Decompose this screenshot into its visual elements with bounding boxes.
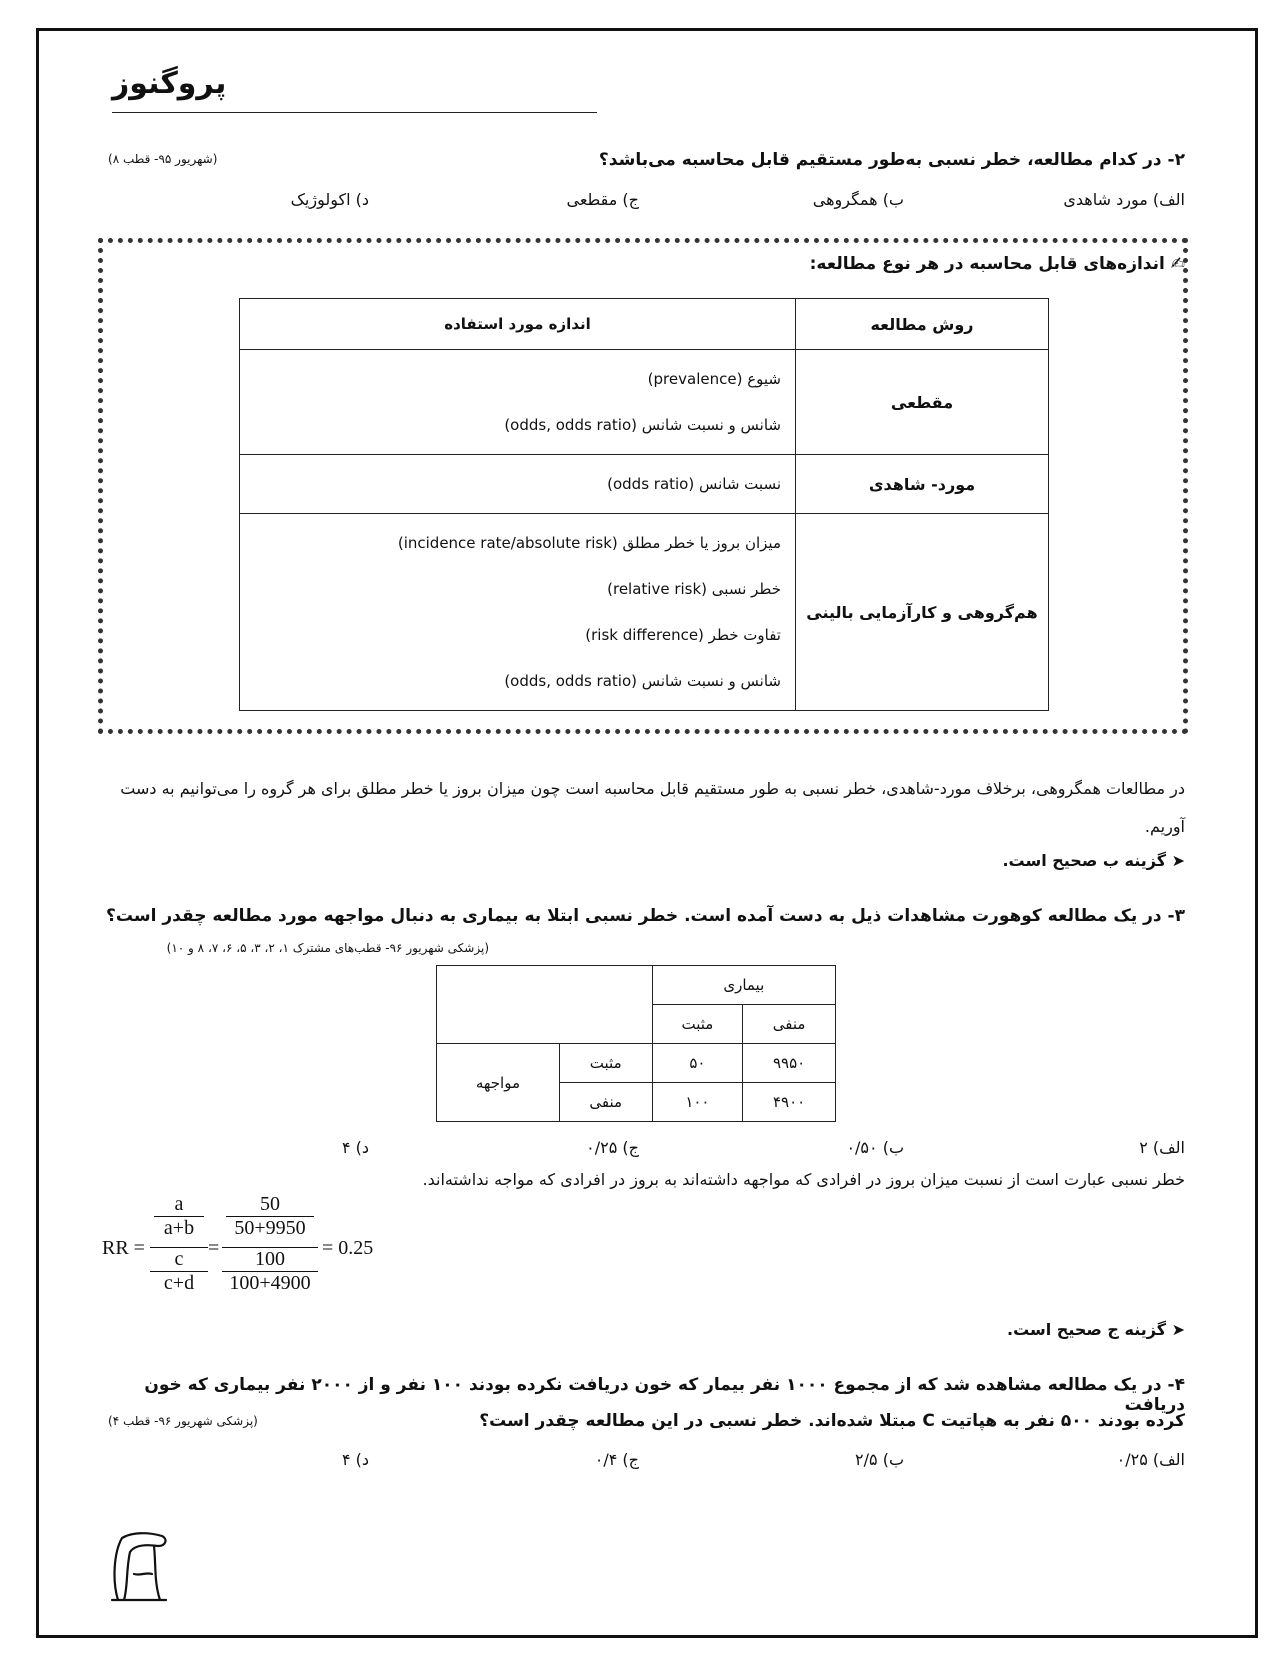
formula-c-plus-d: c+d — [150, 1271, 208, 1295]
formula-n2: 100 — [255, 1248, 285, 1270]
formula-c: c — [174, 1248, 184, 1270]
table-row — [240, 514, 1049, 711]
q4-option-b: ب) ۲/۵ — [855, 1450, 904, 1469]
measure-cell: شانس و نسبت شانس (odds, odds ratio) — [504, 416, 781, 434]
formula-d2: 100+4900 — [222, 1271, 318, 1295]
logo-underline — [112, 112, 597, 113]
positive-header: مثبت — [652, 1005, 743, 1044]
q2-option-d: د) اکولوژیک — [290, 190, 369, 209]
formula-result: = 0.25 — [322, 1237, 374, 1259]
formula-a: a — [174, 1193, 184, 1215]
measure-cell: شانس و نسبت شانس (odds, odds ratio) — [504, 672, 781, 690]
formula-d1: 50+9950 — [226, 1216, 314, 1240]
measure-cell: شیوع (prevalence) — [647, 370, 781, 388]
blank-corner — [437, 966, 653, 1044]
measure-cell: خطر نسبی (relative risk) — [607, 580, 781, 598]
formula-n1: 50 — [260, 1193, 280, 1215]
q4-source: (پزشکی شهریور ۹۶- قطب ۴) — [108, 1414, 258, 1428]
q2-option-a: الف) مورد شاهدی — [1063, 190, 1185, 209]
q2-option-b: ب) همگروهی — [812, 190, 904, 209]
q2-question: ۲- در کدام مطالعه، خطر نسبی به‌طور مستقیم قابل محاسبه می‌باشد؟ — [598, 150, 1185, 170]
q3-answer: ➤ گزینه ج صحیح است. — [1006, 1320, 1185, 1339]
cell-neg: ۹۹۵۰ — [743, 1044, 836, 1083]
table-row — [240, 455, 1049, 514]
exposure-label: مواجهه — [437, 1044, 560, 1122]
q4-question-line2: کرده بودند ۵۰۰ نفر به هپاتیت C مبتلا شده‌اند. خطر نسبی در این مطالعه چقدر است؟ — [479, 1411, 1185, 1431]
study-measures-table — [239, 298, 1049, 711]
q3-option-a: الف) ۲ — [1139, 1138, 1185, 1157]
formula-lhs: RR = — [102, 1237, 145, 1259]
q4-option-c: ج) ۰/۴ — [594, 1450, 639, 1469]
disease-header: بیماری — [652, 966, 835, 1005]
method-cell: مورد- شاهدی — [796, 455, 1049, 514]
q3-option-d: د) ۴ — [341, 1138, 369, 1157]
q4-option-d: د) ۴ — [341, 1450, 369, 1469]
method-cell: مقطعی — [796, 350, 1049, 455]
q3-question: ۳- در یک مطالعه کوهورت مشاهدات ذیل به دست آمده است. خطر نسبی ابتلا به بیماری به دنبال مواجهه مورد مطالعه چقدر است؟ — [106, 906, 1185, 926]
cell-pos: ۱۰۰ — [652, 1083, 743, 1122]
row-label: منفی — [559, 1083, 652, 1122]
measure-cell: نسبت شانس (odds ratio) — [607, 475, 781, 493]
formula-eq: = — [208, 1237, 220, 1259]
formula-a-plus-b: a+b — [154, 1216, 204, 1240]
logo: پروگنوز — [112, 66, 227, 101]
cohort-table — [436, 965, 836, 1122]
q4-question-line1: ۴- در یک مطالعه مشاهده شد که از مجموع ۱۰۰۰ نفر بیمار که خون دریافت نکرده بودند ۱۰۰ نفر و از ۲۰۰۰ نفر بیماری که خون دریافت — [144, 1375, 1185, 1415]
signature-mark — [104, 1530, 174, 1606]
note-box-title: ✍ اندازه‌های قابل محاسبه در هر نوع مطالعه: — [809, 254, 1185, 274]
q2-answer: ➤ گزینه ب صحیح است. — [1002, 851, 1185, 870]
method-header: روش مطالعه — [796, 299, 1049, 350]
measure-cell: تفاوت خطر (risk difference) — [585, 626, 781, 644]
method-cell: هم‌گروهی و کارآزمایی بالینی — [796, 514, 1049, 711]
measure-header: اندازه مورد استفاده — [240, 299, 796, 350]
rr-formula — [102, 1193, 402, 1305]
table-row — [437, 1044, 836, 1083]
negative-header: منفی — [743, 1005, 836, 1044]
q3-option-b: ب) ۰/۵۰ — [846, 1138, 904, 1157]
q3-explanation: خطر نسبی عبارت است از نسبت میزان بروز در افرادی که مواجهه داشته‌اند به بروز در افرادی که مواجه نداشته‌اند. — [422, 1170, 1185, 1189]
cell-pos: ۵۰ — [652, 1044, 743, 1083]
table-row — [240, 350, 1049, 455]
q2-explanation: در مطالعات همگروهی، برخلاف مورد-شاهدی، خطر نسبی به طور مستقیم قابل محاسبه است چون میزان بروز یا خطر مطلق برای هر گروه را می‌توانیم به دست آوریم. — [120, 779, 1185, 836]
q3-source: (پزشکی شهریور ۹۶- قطب‌های مشترک ۱، ۲، ۳، ۵، ۶، ۷، ۸ و ۱۰) — [166, 941, 489, 955]
row-label: مثبت — [559, 1044, 652, 1083]
q2-option-c: ج) مقطعی — [566, 190, 639, 209]
q4-option-a: الف) ۰/۲۵ — [1116, 1450, 1185, 1469]
measure-cell: میزان بروز یا خطر مطلق (incidence rate/absolute risk) — [397, 534, 781, 552]
q2-source: (شهریور ۹۵- قطب ۸) — [108, 152, 218, 166]
q3-option-c: ج) ۰/۲۵ — [586, 1138, 639, 1157]
cell-neg: ۴۹۰۰ — [743, 1083, 836, 1122]
